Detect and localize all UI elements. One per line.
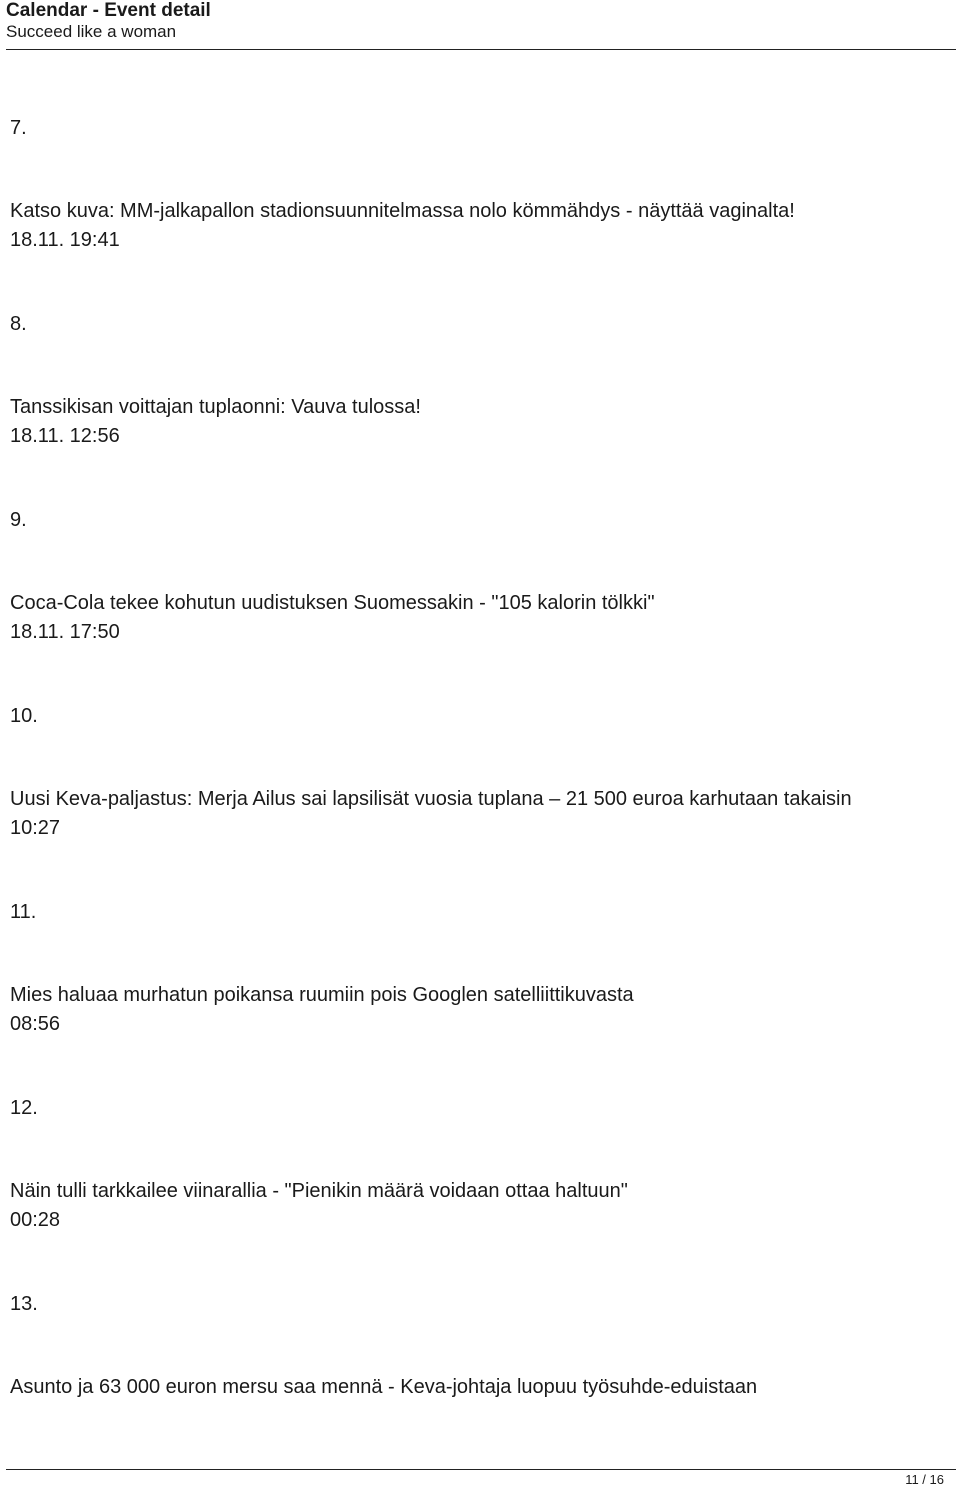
footer-divider bbox=[6, 1469, 956, 1470]
entry-number: 11. bbox=[10, 901, 37, 923]
entry-headline[interactable]: Tanssikisan voittajan tuplaonni: Vauva tulossa! bbox=[10, 396, 421, 418]
entry-headline[interactable]: Näin tulli tarkkailee viinarallia - "Pienikin määrä voidaan ottaa haltuun" bbox=[10, 1180, 628, 1202]
page-indicator: 11 / 16 bbox=[905, 1472, 944, 1487]
entry-time: 00:28 bbox=[10, 1209, 61, 1231]
entry-headline[interactable]: Coca-Cola tekee kohutun uudistuksen Suomessakin - "105 kalorin tölkki" bbox=[10, 592, 655, 614]
document-subtitle: Succeed like a woman bbox=[6, 22, 177, 41]
header-divider bbox=[6, 49, 956, 50]
entry-number: 10. bbox=[10, 705, 38, 727]
entry-number: 9. bbox=[10, 509, 27, 531]
entry-number: 8. bbox=[10, 313, 27, 335]
entry-headline[interactable]: Mies haluaa murhatun poikansa ruumiin pois Googlen satelliittikuvasta bbox=[10, 984, 634, 1006]
entry-headline[interactable]: Uusi Keva-paljastus: Merja Ailus sai lapsilisät vuosia tuplana – 21 500 euroa karhutaan takaisin bbox=[10, 788, 852, 810]
entry-time: 08:56 bbox=[10, 1013, 61, 1035]
entry-number: 12. bbox=[10, 1097, 38, 1119]
entry-time: 18.11. 17:50 bbox=[10, 621, 120, 643]
entry-headline[interactable]: Katso kuva: MM-jalkapallon stadionsuunnitelmassa nolo kömmähdys - näyttää vaginalta! bbox=[10, 200, 795, 222]
entry-number: 13. bbox=[10, 1293, 38, 1315]
entry-time: 18.11. 19:41 bbox=[10, 229, 120, 251]
entry-number: 7. bbox=[10, 117, 27, 139]
entry-time: 10:27 bbox=[10, 817, 61, 839]
entry-headline[interactable]: Asunto ja 63 000 euron mersu saa mennä - Keva-johtaja luopuu työsuhde-eduistaan bbox=[10, 1376, 758, 1398]
document-title: Calendar - Event detail bbox=[6, 0, 211, 21]
entry-time: 18.11. 12:56 bbox=[10, 425, 120, 447]
